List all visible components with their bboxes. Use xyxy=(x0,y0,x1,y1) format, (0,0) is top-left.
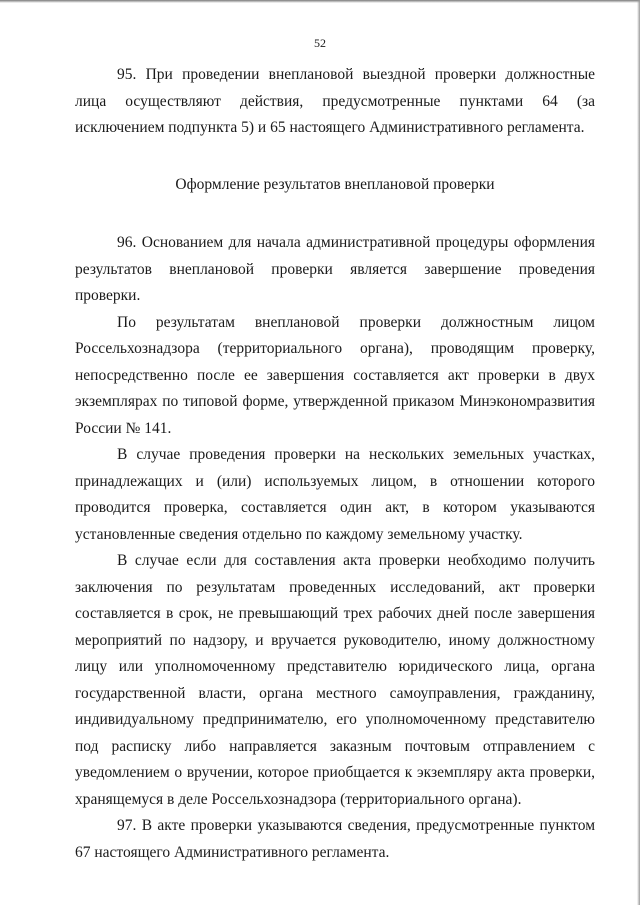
paragraph-act-drawing-up: По результатам внеплановой проверки должностным лицом Россельхознадзора (территориального органа), проводящим проверку, непосредственно после ее завершения составляется акт проверки в двух экземплярах по типовой форме, утвержденной приказом Минэкономразвития России № 141. xyxy=(75,313,595,437)
section-heading: Оформление результатов внеплановой проверки xyxy=(175,175,495,193)
paragraph-97: 97. В акте проверки указываются сведения, предусмотренные пунктом 67 настоящего Административного регламента. xyxy=(75,817,595,861)
paragraph-96: 96. Основанием для начала административной процедуры оформления результатов внеплановой проверки является завершение проведения проверки. xyxy=(75,234,595,304)
scan-edge-top xyxy=(0,0,640,3)
paragraph-research-conclusions: В случае если для составления акта проверки необходимо получить заключения по результатам проведенных исследований, акт проверки составляется в срок, не превышающий трех рабочих дней после завершения мероприятий по надзору, и вручается руководителю, иному должностному лицу или уполномоченному представителю юридического лица, органа государственной власти, органа местного самоуправления, гражданину, индивидуальному предпринимателю, его уполномоченному представителю под расписку либо направляется заказным почтовым отправлением с уведомлением о вручении, которое приобщается к экземпляру акта проверки, хранящемуся в деле Россельхознадзора (территориального органа). xyxy=(75,552,595,808)
paragraph-95: 95. При проведении внеплановой выездной проверки должностные лица осуществляют действия, предусмотренные пунктами 64 (за исключением подпункта 5) и 65 настоящего Административного регламента. xyxy=(75,66,595,136)
paragraph-multiple-land-plots: В случае проведения проверки на нескольких земельных участках, принадлежащих и (или) используемых лицом, в отношении которого проводится проверка, составляется один акт, в котором указываются установленные сведения отдельно по каждому земельному участку. xyxy=(75,446,595,543)
document-body xyxy=(75,62,595,866)
page-number: 52 xyxy=(314,36,326,50)
